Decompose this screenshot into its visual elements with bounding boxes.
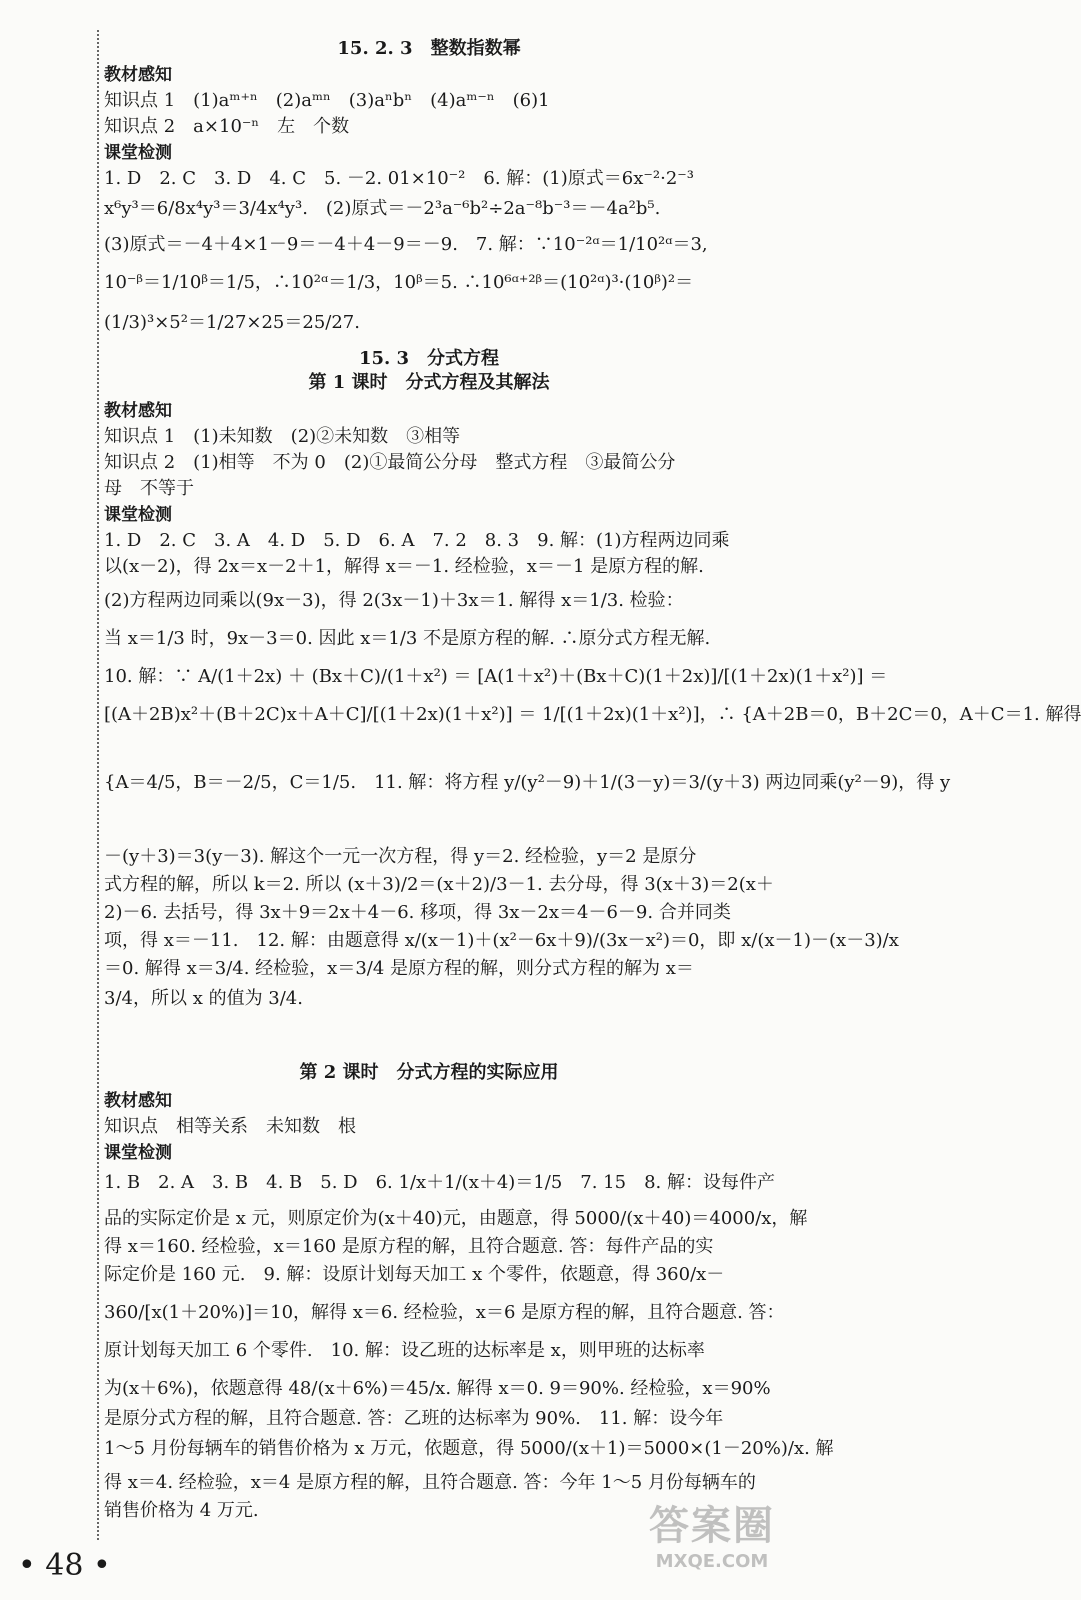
answer-line: 1～5 月份每辆车的销售价格为 x 万元，依题意，得 5000/(x＋1)＝5000×(1－20%)/x. 解 [104, 1438, 834, 1459]
answer-line: 际定价是 160 元. 9. 解：设原计划每天加工 x 个零件，依题意，得 360/x－ [104, 1264, 725, 1285]
answer-line: [(A＋2B)x²＋(B＋2C)x＋A＋C]/[(1＋2x)(1＋x²)] ＝ 1/[(1＋2x)(1＋x²)]，∴ {A＋2B＝0，B＋2C＝0，A＋C＝1. 解得 [104, 704, 1081, 725]
page-number: • 48 • [18, 1548, 111, 1583]
watermark [649, 1494, 775, 1572]
answer-line: 式方程的解，所以 k＝2. 所以 (x＋3)/2＝(x＋2)/3－1. 去分母，得 3(x＋3)＝2(x＋ [104, 874, 774, 895]
answer-line: 以(x－2)，得 2x＝x－2＋1，解得 x＝－1. 经检验，x＝－1 是原方程的解. [104, 556, 704, 577]
section-heading: 第 2 课时 分式方程的实际应用 [299, 1062, 559, 1083]
answer-line: {A＝4/5，B＝－2/5，C＝1/5. 11. 解：将方程 y/(y²－9)＋1/(3－y)＝3/(y＋3) 两边同乘(y²－9)，得 y [104, 772, 951, 793]
answer-line: 项，得 x＝－11. 12. 解：由题意得 x/(x－1)＋(x²－6x＋9)/(3x－x²)＝0，即 x/(x－1)－(x－3)/x [104, 930, 899, 951]
answer-line: 知识点 2 (1)相等 不为 0 (2)①最简公分母 整式方程 ③最简公分 [104, 452, 676, 473]
answer-line: 是原分式方程的解，且符合题意. 答：乙班的达标率为 90%. 11. 解：设今年 [104, 1408, 724, 1429]
subsection-label: 课堂检测 [104, 1143, 172, 1163]
answer-line: 知识点 相等关系 未知数 根 [104, 1116, 356, 1137]
answer-line: 10⁻ᵝ＝1/10ᵝ＝1/5，∴10²ᵅ＝1/3，10ᵝ＝5. ∴10⁶ᵅ⁺²ᵝ＝(10²ᵅ)³·(10ᵝ)²＝ [104, 272, 694, 293]
answer-line: (1/3)³×5²＝1/27×25＝25/27. [104, 312, 360, 333]
answer-line: 当 x＝1/3 时，9x－3＝0. 因此 x＝1/3 不是原方程的解. ∴原分式方程无解. [104, 628, 711, 649]
watermark-url: MXQE.COM [655, 1551, 769, 1572]
answer-line: 销售价格为 4 万元. [104, 1500, 259, 1521]
subsection-label: 教材感知 [104, 1091, 172, 1111]
answer-line: 知识点 1 (1)未知数 (2)②未知数 ③相等 [104, 426, 461, 447]
answer-line: 1. D 2. C 3. D 4. C 5. －2. 01×10⁻² 6. 解：(1)原式＝6x⁻²·2⁻³ [104, 168, 694, 189]
answer-line: 原计划每天加工 6 个零件. 10. 解：设乙班的达标率是 x，则甲班的达标率 [104, 1340, 705, 1361]
answer-line: x⁶y³＝6/8x⁴y³＝3/4x⁴y³. (2)原式＝－2³a⁻⁶b²÷2a⁻⁸b⁻³＝－4a²b⁵. [104, 198, 661, 219]
answer-line: 知识点 2 a×10⁻ⁿ 左 个数 [104, 116, 350, 137]
answer-line: 2)－6. 去括号，得 3x＋9＝2x＋4－6. 移项，得 3x－2x＝4－6－9. 合并同类 [104, 902, 731, 923]
answer-line: －(y＋3)＝3(y－3). 解这个一元一次方程，得 y＝2. 经检验，y＝2 是原分 [104, 846, 697, 867]
answer-line: 360/[x(1＋20%)]＝10，解得 x＝6. 经检验，x＝6 是原方程的解，且符合题意. 答： [104, 1302, 785, 1323]
answer-line: 品的实际定价是 x 元，则原定价为(x＋40)元，由题意，得 5000/(x＋40)＝4000/x，解 [104, 1208, 808, 1229]
section-heading: 15. 2. 3 整数指数幂 [337, 38, 521, 59]
answer-line: 得 x＝160. 经检验，x＝160 是原方程的解，且符合题意. 答：每件产品的实 [104, 1236, 714, 1257]
section-heading: 15. 3 分式方程 [358, 348, 500, 369]
answer-line: 1. D 2. C 3. A 4. D 5. D 6. A 7. 2 8. 3 9. 解：(1)方程两边同乘 [104, 530, 730, 551]
section-heading: 第 1 课时 分式方程及其解法 [308, 372, 550, 393]
answer-line: ＝0. 解得 x＝3/4. 经检验，x＝3/4 是原方程的解，则分式方程的解为 x＝ [104, 958, 694, 979]
subsection-label: 教材感知 [104, 401, 172, 421]
subsection-label: 课堂检测 [104, 143, 172, 163]
answer-line: 母 不等于 [104, 478, 194, 499]
subsection-label: 教材感知 [104, 65, 172, 85]
answer-line: (3)原式＝－4＋4×1－9＝－4＋4－9＝－9. 7. 解：∵10⁻²ᵅ＝1/10²ᵅ＝3, [104, 234, 708, 255]
watermark-mark: 答案圈 [649, 1503, 775, 1549]
answer-line: 3/4，所以 x 的值为 3/4. [104, 988, 303, 1009]
answer-line: 10. 解：∵ A/(1＋2x) ＋ (Bx＋C)/(1＋x²) ＝ [A(1＋x²)＋(Bx＋C)(1＋2x)]/[(1＋2x)(1＋x²)] ＝ [104, 666, 888, 687]
margin-rule [97, 30, 99, 1540]
answer-line: 知识点 1 (1)aᵐ⁺ⁿ (2)aᵐⁿ (3)aⁿbⁿ (4)aᵐ⁻ⁿ (6)1 [104, 90, 550, 111]
answer-line: 得 x＝4. 经检验，x＝4 是原方程的解，且符合题意. 答：今年 1～5 月份每辆车的 [104, 1472, 756, 1493]
answer-line: 1. B 2. A 3. B 4. B 5. D 6. 1/x＋1/(x＋4)＝1/5 7. 15 8. 解：设每件产 [104, 1172, 775, 1193]
answer-line: 为(x＋6%)，依题意得 48/(x＋6%)＝45/x. 解得 x＝0. 9＝90%. 经检验，x＝90% [104, 1378, 771, 1399]
subsection-label: 课堂检测 [104, 505, 172, 525]
answer-line: (2)方程两边同乘以(9x－3)，得 2(3x－1)＋3x＝1. 解得 x＝1/3. 检验： [104, 590, 684, 611]
